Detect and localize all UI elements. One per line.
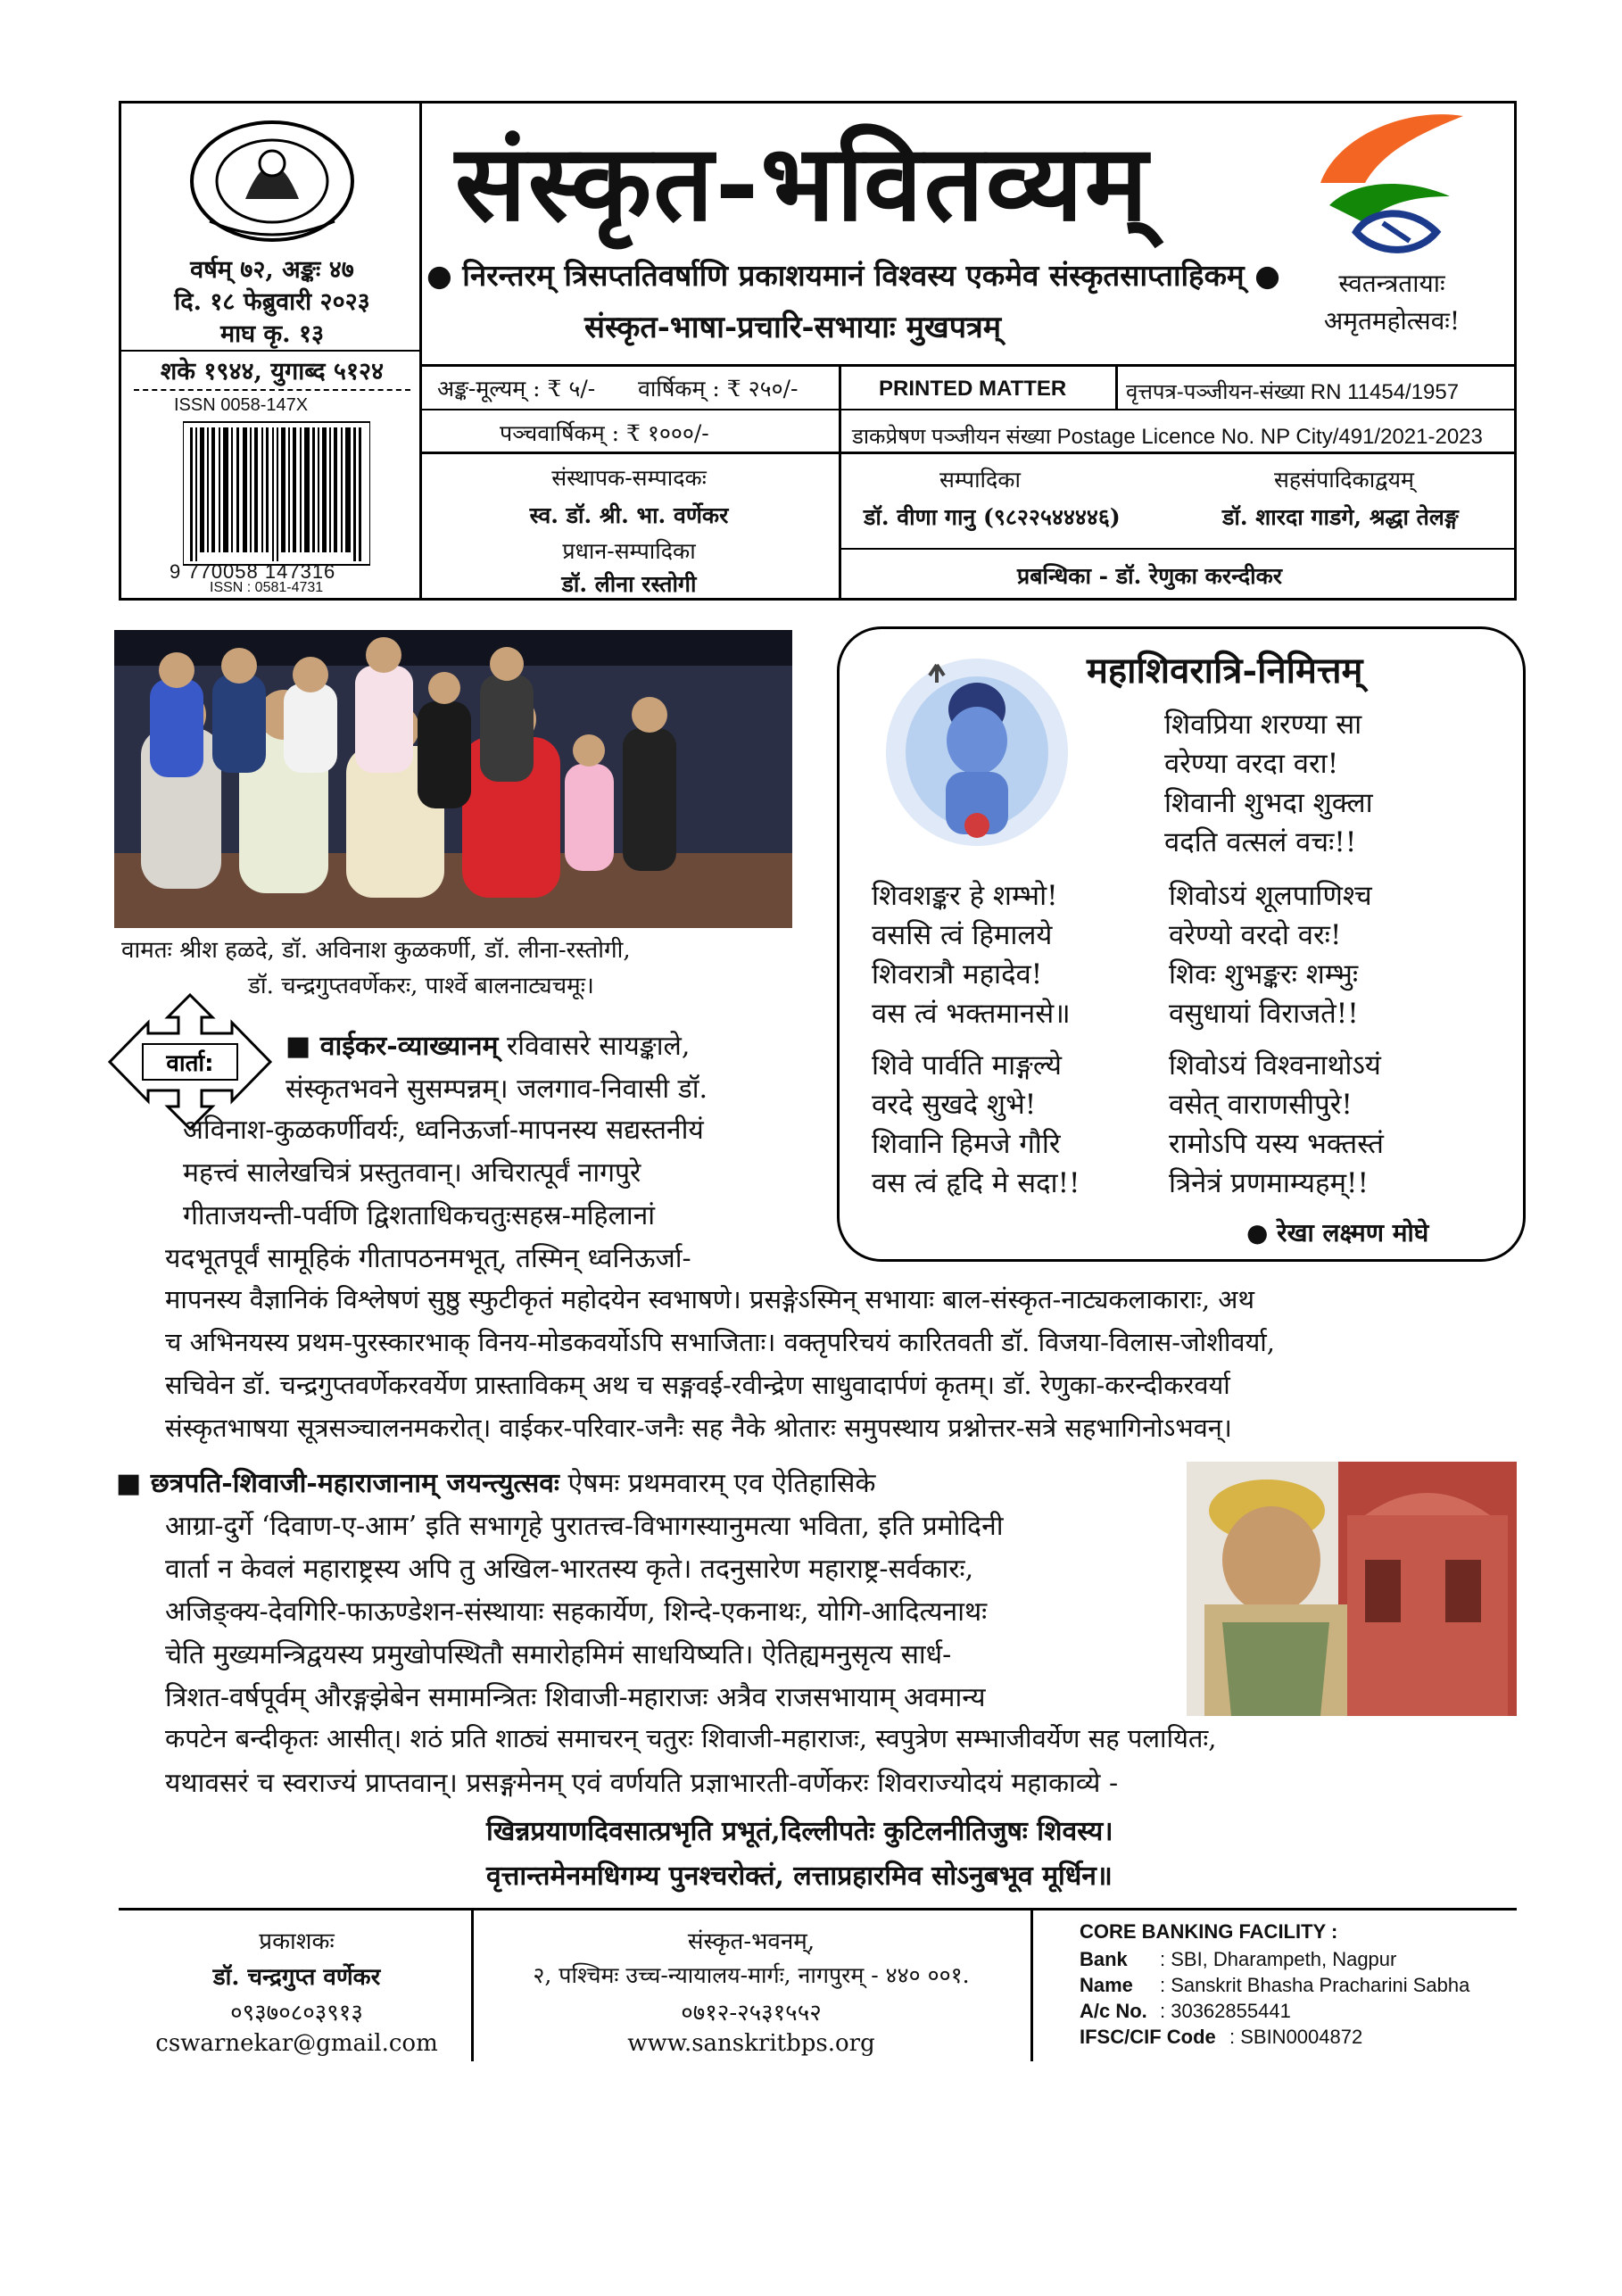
footer-divider-1 [471, 1910, 474, 2061]
ifsc-label: IFSC/CIF Code [1080, 2026, 1216, 2048]
founder-name: स्व. डॉ. श्री. भा. वर्णेकर [529, 502, 729, 528]
news2-line: वार्ता न केवलं महाराष्ट्रस्य अपि तु अखिल-भारतस्य कृते। तदनुसारेण महाराष्ट्र-सर्वकारः, [165, 1554, 974, 1585]
news2-line [116, 1463, 875, 1500]
news2-line: यथावसरं च स्वराज्यं प्राप्तवान्। प्रसङ्गमेनम् एवं वर्णयति प्रज्ञाभारती-वर्णेकरः शिवराज्योदयं महाकाव्ये - [165, 1768, 1119, 1799]
news2-heading: ■ छत्रपति-शिवाजी-महाराजानाम् जयन्त्युत्सवः [116, 1468, 559, 1499]
news1-line: मापनस्य वैज्ञानिकं विश्लेषणं सुष्ठु स्फुटीकृतं महोदयेन स्वभाषणे। प्रसङ्गेऽस्मिन् सभायाः बाल-संस्कृत-नाट्यकलाकाराः, अथ [165, 1284, 1254, 1314]
poem-title: महाशिवरात्रि-निमित्तम् [1087, 650, 1363, 692]
bank-facility-title: CORE BANKING FACILITY : [1080, 1920, 1338, 1943]
editor-label: सम्पादिका [939, 467, 1021, 493]
office-name: संस्कृत-भवनम्, [687, 1928, 815, 1955]
issue-tithi: माघ कृ. १३ [219, 320, 325, 348]
poem-right-line: रामोऽपि यस्य भक्तस्तं [1169, 1128, 1384, 1160]
shloka-line2: वृत्तान्तमेनमधिगम्य पुनश्चरोक्तं, लत्ताप्रहारमिव सोऽनुबभूव मूर्धिन॥ [486, 1861, 1113, 1892]
issue-date: दि. १८ फेब्रुवारी २०२३ [174, 288, 370, 316]
account-name-label: Name [1080, 1974, 1133, 1996]
poem-left-line: वरदे सुखदे शुभे! [872, 1089, 1037, 1121]
news2-line: कपटेन बन्दीकृतः आसीत्। शठं प्रति शाठ्यं समाचरन् चतुरः शिवाजी-महाराजः, स्वपुत्रेण सम्भाजीवर्येण सह पलायितः, [165, 1723, 1217, 1753]
price-annual: वार्षिकम् : ₹ २५०/- [638, 376, 799, 402]
account-number-label: A/c No. [1080, 2000, 1147, 2022]
photo-caption-line2: डॉ. चन्द्रगुप्तवर्णेकरः, पार्श्वे बालनाट्यचमूः। [248, 973, 594, 999]
poem-right-line: शिवानी शुभदा शुक्ला [1164, 787, 1373, 819]
grid-vline-printed [1115, 364, 1118, 410]
issn-dashed-divider [134, 389, 410, 391]
footer-top-rule [119, 1908, 1517, 1911]
shloka-line1: खिन्नप्रयाणदिवसात्प्रभृति प्रभूतं,दिल्लीपतेः कुटिलनीतिजुषः शिवस्य। [486, 1816, 1113, 1847]
founder-label: संस्थापक-सम्पादकः [551, 465, 707, 491]
news2-line: अजिङ्क्य-देवगिरि-फाऊण्डेशन-संस्थायाः सहकार्येण, शिन्दे-एकनाथः, योगि-आदित्यनाथः [165, 1596, 988, 1628]
poem-left-line: वससि त्वं हिमालये [872, 919, 1053, 951]
photo-caption-line1: वामतः श्रीश हळदे, डॉ. अविनाश कुळकर्णी, डॉ. लीना-रस्तोगी, [121, 937, 631, 964]
news-icon-label: वार्ता: [166, 1050, 214, 1077]
grid-line-4 [839, 548, 1517, 550]
poem-right-line: शिवः शुभङ्करः शम्भुः [1169, 958, 1359, 991]
news1-line1-text: रविवासरे सायङ्काले, [507, 1031, 691, 1062]
event-group-photo [114, 630, 792, 928]
poem-right-line: शिवोऽयं विश्वनाथोऽयं [1169, 1049, 1381, 1082]
manager: प्रबन्धिका - डॉ. रेणुका करन्दीकर [1017, 563, 1282, 589]
poem-right-line: वदति वत्सलं वचः!! [1164, 826, 1357, 858]
office-phone: ०७१२-२५३१५५२ [681, 2000, 822, 2027]
poem-right-line: वसुधायां विराजते!! [1169, 998, 1359, 1030]
poem-right-line: वसेत् वाराणसीपुरे! [1169, 1089, 1353, 1121]
news2-line1-text: ऐषमः प्रथमवारम् एव ऐतिहासिके [567, 1468, 876, 1499]
office-address: २, पश्चिमः उच्च-न्यायालय-मार्गः, नागपुरम् - ४४० ००१. [533, 1962, 970, 1988]
poem-left-line: शिवे पार्वति माङ्गल्ये [872, 1049, 1062, 1082]
news1-line: सचिवेन डॉ. चन्द्रगुप्तवर्णेकरवर्येण प्रास्ताविकम् अथ च सङ्गवई-रवीन्द्रेण साधुवादार्पणं कृतम्। डॉ. रेणुका-करन्दीकरवर्या [165, 1370, 1230, 1400]
poem-left-line: शिवशङ्कर हे शम्भो! [872, 880, 1058, 912]
editor-name: डॉ. वीणा गानु (९८२२५४४४४६) [864, 504, 1121, 530]
tagline: ● निरन्तरम् त्रिसप्ततिवर्षाणि प्रकाशयमानं विश्वस्य एकमेव संस्कृतसाप्ताहिकम् ● [426, 258, 1280, 293]
news1-line: यदभूतपूर्वं सामूहिकं गीतापठनमभूत्, तस्मिन् ध्वनिऊर्जा- [165, 1243, 691, 1274]
publisher-phone: ०९३७०८०३९१३ [230, 2000, 363, 2027]
shiva-illustration [883, 656, 1071, 848]
issue-shaka: शके १९४४, युगाब्द ५१२४ [160, 358, 385, 385]
registration-number: वृत्तपत्र-पञ्जीयन-संख्या RN 11454/1957 [1126, 380, 1460, 404]
barcode-number: 9 770058 147316 [170, 560, 336, 583]
publisher-name: डॉ. चन्द्रगुप्त वर्णेकर [212, 1964, 381, 1991]
poem-left-line: वस त्वं भक्तमानसे॥ [872, 998, 1071, 1030]
account-number-value: : 30362855441 [1160, 2000, 1291, 2022]
news1-line: महत्त्वं सालेखचित्रं प्रस्तुतवान्। अचिरात्पूर्वं नागपुरे [183, 1157, 641, 1189]
footer-divider-2 [1030, 1910, 1033, 2061]
coeditors-names: डॉ. शारदा गाडगे, श्रद्धा तेलङ्ग [1222, 504, 1459, 530]
newspaper-title: संस्कृत-भवितव्यम् [455, 120, 1150, 245]
account-name-value: : Sanskrit Bhasha Pracharini Sabha [1160, 1974, 1470, 1996]
price-per-issue: अङ्क-मूल्यम् : ₹ ५/- [437, 376, 596, 402]
news1-heading: ■ वाईकर-व्याख्यानम् [286, 1031, 499, 1062]
ifsc-value: : SBIN0004872 [1229, 2026, 1363, 2048]
grid-vline-center [839, 364, 841, 601]
postage-licence: डाकप्रेषण पञ्जीयन संख्या Postage Licence No. NP City/491/2021-2023 [852, 425, 1483, 449]
news1-line [286, 1026, 690, 1063]
issue-volume: वर्षम् ७२, अङ्कः ४७ [190, 256, 354, 284]
office-website[interactable]: www.sanskritbps.org [627, 2030, 875, 2057]
price-five-year: पञ्चवार्षिकम् : ₹ १०००/- [500, 420, 709, 446]
publisher-email[interactable]: cswarnekar@gmail.com [155, 2030, 438, 2057]
news2-line: चेति मुख्यमन्त्रिद्वयस्य प्रमुखोपस्थितौ समारोहमिमं साधयिष्यति। ऐतिह्यमनुसृत्य सार्ध- [165, 1639, 952, 1670]
grid-line-1 [419, 364, 1517, 367]
sabha-emblem-icon [183, 114, 361, 248]
amrit-mahotsav-line2: अमृतमहोत्सवः! [1323, 306, 1461, 336]
poem-right-line: वरेण्यो वरदो वरः! [1169, 919, 1342, 951]
issue-divider [121, 350, 419, 352]
poem-left-line: शिवरात्रौ महादेव! [872, 958, 1043, 991]
publisher-label: प्रकाशकः [259, 1928, 335, 1955]
news1-line: संस्कृतभवने सुसम्पन्नम्। जलगाव-निवासी डॉ. [286, 1073, 708, 1105]
bank-label: Bank [1080, 1948, 1128, 1970]
news1-line: अविनाश-कुळकर्णीवर्यः, ध्वनिऊर्जा-मापनस्य सद्यस्तनीयं [183, 1115, 704, 1146]
news1-line: संस्कृतभाषया सूत्रसञ्चालनमकरोत्। वाईकर-परिवार-जनैः सह नैके श्रोतारः समुपस्थाय प्रश्नोत्तर-सत्रे सहभागिनोऽभवन्। [165, 1413, 1232, 1443]
bank-value: : SBI, Dharampeth, Nagpur [1160, 1948, 1397, 1970]
news1-line: गीताजयन्ती-पर्वणि द्विशताधिकचतुःसहस्र-महिलानां [183, 1200, 656, 1231]
news2-line: त्रिशत-वर्षपूर्वम् औरङ्गझेबेन समामन्त्रितः शिवाजी-महाराजः अत्रैव राजसभायाम् अवमान्य [165, 1682, 986, 1713]
printed-matter: PRINTED MATTER [879, 377, 1067, 401]
poem-left-line: वस त्वं हृदि मे सदा!! [872, 1167, 1080, 1199]
amrit-mahotsav-line1: स्वतन्त्रतायाः [1338, 269, 1445, 298]
poem-right-line: त्रिनेत्रं प्रणमाम्यहम्!! [1169, 1167, 1369, 1199]
poem-right-line: शिवप्रिया शरण्या सा [1164, 709, 1362, 741]
poem-right-line: वरेण्या वरदा वरा! [1164, 748, 1339, 780]
news1-line: च अभिनयस्य प्रथम-पुरस्कारभाक् विनय-मोडकवर्योऽपि सभाजिताः। वक्तृपरिचयं कारितवती डॉ. विजया-विलास-जोशीवर्या, [165, 1327, 1276, 1357]
barcode-icon [183, 418, 370, 569]
poem-left-line: शिवानि हिमजे गौरि [872, 1128, 1061, 1160]
issn-bottom: ISSN : 0581-4731 [210, 580, 324, 595]
poem-right-line: शिवोऽयं शूलपाणिश्च [1169, 880, 1372, 912]
coeditors-label: सहसंपादिकाद्वयम् [1274, 467, 1415, 493]
subtitle: संस्कृत-भाषा-प्रचारि-सभायाः मुखपत्रम् [584, 310, 1002, 345]
grid-line-2 [419, 409, 1517, 410]
poem-author: ● रेखा लक्ष्मण मोघे [1246, 1218, 1429, 1247]
azadi-amrit-mahotsav-logo-icon [1285, 98, 1481, 268]
chief-editor-name: डॉ. लीना रस्तोगी [561, 571, 697, 597]
news2-line: आग्रा-दुर्गे ‘दिवाण-ए-आम’ इति सभागृहे पुरातत्त्व-विभागस्यानुमत्या भविता, इति प्रमोदिनी [165, 1511, 1004, 1542]
shivaji-agra-fort-illustration [1187, 1462, 1517, 1716]
chief-editor-label: प्रधान-सम्पादिका [562, 538, 696, 564]
grid-line-3 [419, 452, 1517, 454]
issn-top: ISSN 0058-147X [174, 395, 309, 415]
